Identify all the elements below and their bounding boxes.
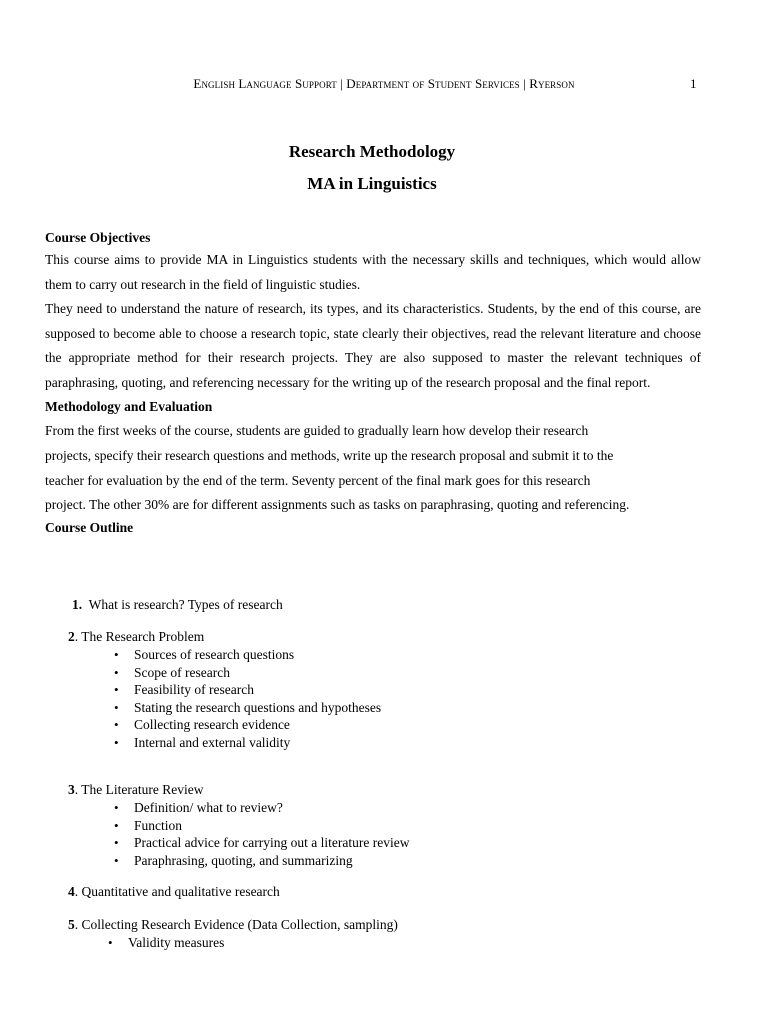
page-number: 1 <box>690 76 697 91</box>
section-heading-outline: Course Outline <box>45 520 134 536</box>
list-item: • Paraphrasing, quoting, and summarizing <box>134 852 409 870</box>
objectives-paragraph-1: This course aims to provide MA in Linguistics students with the necessary skills and techniques, which would allow them to carry out research in the field of linguistic studies. <box>45 252 701 292</box>
outline-section-4 <box>68 884 280 900</box>
section-heading-objectives: Course Objectives <box>45 230 151 245</box>
outline-section-3 <box>68 782 203 798</box>
document-subtitle: MA in Linguistics <box>307 174 437 193</box>
outline-section-2 <box>68 629 204 645</box>
list-item: • Feasibility of research <box>134 681 381 699</box>
methodology-line: teacher for evaluation by the end of the term. Seventy percent of the final mark goes for this research <box>45 472 591 488</box>
list-item: • Stating the research questions and hypotheses <box>134 699 381 717</box>
outline-section-title: . Collecting Research Evidence (Data Collection, sampling) <box>74 917 398 932</box>
outline-section-title: . The Literature Review <box>74 782 204 797</box>
methodology-line: projects, specify their research questions and methods, write up the research proposal and submit it to the <box>45 447 614 463</box>
outline-section-number: 3 <box>68 782 75 797</box>
outline-section-title: . Quantitative and qualitative research <box>74 884 280 899</box>
outline-section-3-items <box>134 799 409 869</box>
methodology-line: From the first weeks of the course, students are guided to gradually learn how develop their research <box>45 423 589 438</box>
list-item: • Sources of research questions <box>134 646 381 664</box>
outline-section-title: What is research? Types of research <box>88 597 283 612</box>
outline-section-5-items <box>128 934 224 952</box>
list-item: • Internal and external validity <box>134 734 381 752</box>
document-title: Research Methodology <box>288 142 456 161</box>
list-item: • Practical advice for carrying out a literature review <box>134 834 409 852</box>
list-item: • Collecting research evidence <box>134 716 381 734</box>
outline-section-5 <box>68 917 398 933</box>
outline-section-2-items <box>134 646 381 751</box>
outline-section-title: . The Research Problem <box>74 629 205 644</box>
list-item: • Function <box>134 817 409 835</box>
section-heading-methodology: Methodology and Evaluation <box>45 399 213 414</box>
methodology-line: project. The other 30% are for different assignments such as tasks on paraphrasing, quoting and referencing. <box>45 497 630 513</box>
running-header: English Language Support | Department of Student Services | Ryerson <box>193 76 575 91</box>
outline-section-number: 4 <box>68 884 75 899</box>
outline-section-number: 2 <box>68 629 75 644</box>
list-item: • Scope of research <box>134 664 381 682</box>
list-item: • Validity measures <box>128 934 224 952</box>
outline-section-number: 5 <box>68 917 75 932</box>
objectives-paragraph-2: They need to understand the nature of research, its types, and its characteristics. Students, by the end of this course, are supposed to become able to choose a research topic, state clearly their objectives, read the relevant literature and choose the appropriate method for their research projects. They are also supposed to master the relevant techniques of paraphrasing, quoting, and referencing necessary for the writing up of the research proposal and the final report. <box>45 301 701 390</box>
document-body <box>45 228 701 538</box>
outline-section-number: 1. <box>72 597 83 612</box>
outline-section-1 <box>72 597 283 613</box>
list-item: • Definition/ what to review? <box>134 799 409 817</box>
